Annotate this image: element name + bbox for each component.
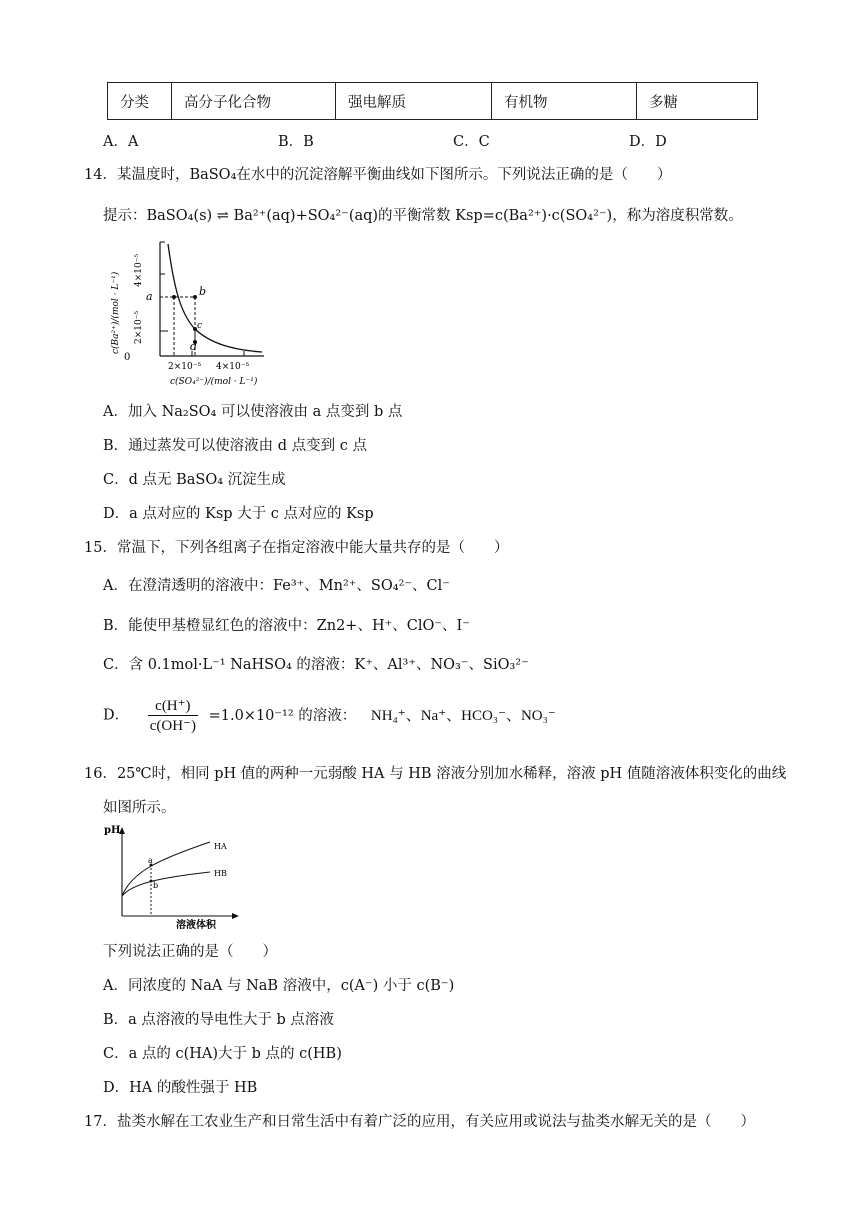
q16-stem-line2: 如图所示。 — [103, 800, 176, 816]
x-arrow — [232, 913, 239, 919]
q13-option-a: A．A — [103, 134, 139, 150]
table-cell: 多糖 — [637, 83, 758, 120]
q15-option-d-ions: NH₄⁺、Na⁺、HCO₃⁻、NO₃⁻ — [370, 707, 556, 724]
table-cell: 高分子化合物 — [172, 83, 336, 120]
ha-curve — [122, 842, 210, 896]
point-label-c: c — [197, 321, 203, 331]
q17-stem: 17．盐类水解在工农业生产和日常生活中有着广泛的应用，有关应用或说法与盐类水解无关的是（ ） — [84, 1114, 755, 1130]
q15-option-d — [103, 696, 556, 735]
point-label-a: a — [148, 856, 153, 865]
q13-option-c: C．C — [453, 134, 490, 150]
series-label-ha: HA — [214, 842, 227, 851]
fraction-numerator: c(H⁺) — [155, 698, 191, 714]
point-label-b: b — [199, 285, 207, 298]
q13-option-d: D．D — [629, 134, 667, 150]
ksp-curve-figure — [104, 232, 274, 390]
point-label-b: b — [153, 881, 159, 890]
q16-lead: 下列说法正确的是（ ） — [103, 944, 277, 960]
q15-stem: 15．常温下，下列各组离子在指定溶液中能大量共存的是（ ） — [84, 540, 509, 556]
table-cell: 分类 — [108, 83, 172, 120]
q16-option-c: C．a 点的 c(HA)大于 b 点的 c(HB) — [103, 1046, 342, 1062]
q16-option-d: D．HA 的酸性强于 HB — [103, 1080, 258, 1096]
q15-option-b: B．能使甲基橙显红色的溶液中：Zn2+、H⁺、ClO⁻、I⁻ — [103, 618, 470, 634]
q14-option-d: D．a 点对应的 Ksp 大于 c 点对应的 Ksp — [103, 506, 374, 522]
q15-option-d-label: D． — [103, 707, 130, 724]
table-cell: 有机物 — [492, 83, 637, 120]
x-axis-label: c(SO₄²⁻)/(mol · L⁻¹) — [170, 377, 258, 387]
hb-curve — [122, 872, 210, 896]
ph-dilution-figure — [102, 824, 242, 932]
q15-option-c: C．含 0.1mol·L⁻¹ NaHSO₄ 的溶液：K⁺、Al³⁺、NO₃⁻、SiO₃²⁻ — [103, 657, 529, 673]
y-tick-2e-5: 2×10⁻⁵ — [134, 310, 144, 344]
solubility-curve — [168, 244, 262, 352]
q16-stem-line1: 16．25℃时，相同 pH 值的两种一元弱酸 HA 与 HB 溶液分别加水稀释，溶液 pH 值随溶液体积变化的曲线 — [84, 766, 787, 782]
point-b — [193, 295, 197, 299]
q16-option-b: B．a 点溶液的导电性大于 b 点溶液 — [103, 1012, 334, 1028]
y-axis-label: c(Ba²⁺)/(mol · L⁻¹) — [111, 271, 121, 354]
q14-option-b: B．通过蒸发可以使溶液由 d 点变到 c 点 — [103, 438, 367, 454]
q14-stem: 14．某温度时，BaSO₄在水中的沉淀溶解平衡曲线如下图所示。下列说法正确的是（ ） — [84, 167, 672, 183]
q14-option-c: C．d 点无 BaSO₄ 沉淀生成 — [103, 472, 286, 488]
series-label-hb: HB — [214, 869, 227, 878]
x-axis-label: 溶液体积 — [176, 920, 216, 931]
point-label-a: a — [146, 290, 153, 303]
table-cell: 强电解质 — [336, 83, 492, 120]
y-tick-4e-5: 4×10⁻⁵ — [134, 253, 144, 287]
q14-option-a: A．加入 Na₂SO₄ 可以使溶液由 a 点变到 b 点 — [103, 404, 403, 420]
point-label-d: d — [190, 340, 198, 353]
q16-option-a: A．同浓度的 NaA 与 NaB 溶液中，c(A⁻) 小于 c(B⁻) — [103, 978, 455, 994]
q14-hint: 提示：BaSO₄(s) ⇌ Ba²⁺(aq)+SO₄²⁻(aq)的平衡常数 Ksp=c(Ba²⁺)·c(SO₄²⁻)，称为溶度积常数。 — [103, 208, 743, 224]
q15-option-d-condition: =1.0×10⁻¹² 的溶液： — [208, 707, 357, 724]
table-row — [108, 83, 758, 120]
origin-label: 0 — [124, 352, 131, 363]
point-a — [172, 295, 176, 299]
x-tick-4e-5: 4×10⁻⁵ — [216, 362, 250, 372]
y-axis-label: pH — [104, 825, 121, 836]
x-tick-2e-5: 2×10⁻⁵ — [168, 362, 202, 372]
q15-option-a: A．在澄清透明的溶液中：Fe³⁺、Mn²⁺、SO₄²⁻、Cl⁻ — [103, 578, 450, 594]
ratio-fraction — [148, 696, 198, 735]
fraction-denominator: c(OH⁻) — [148, 715, 198, 735]
q13-option-b: B．B — [278, 134, 314, 150]
classification-table — [107, 82, 758, 120]
